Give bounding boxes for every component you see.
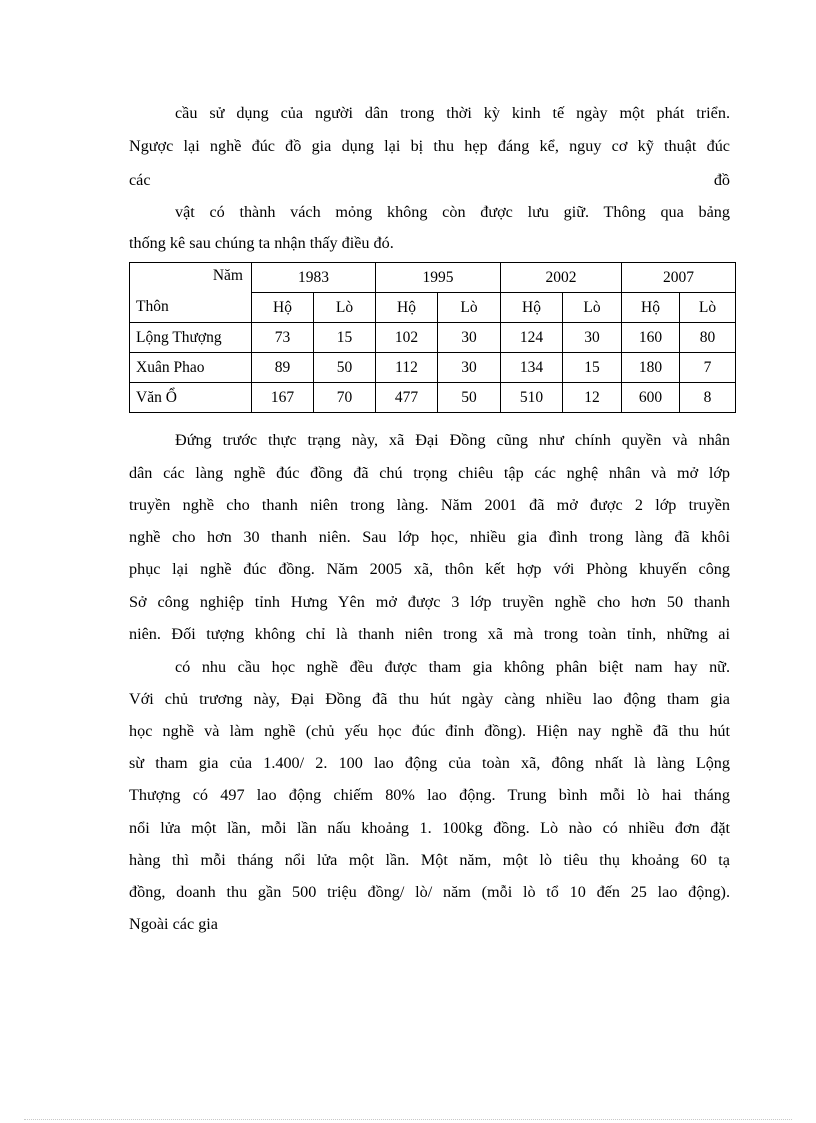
value-cell: 73 — [252, 323, 314, 353]
text-line: Thượng có 497 lao động chiếm 80% lao động. Trung bình mỗi lò hai tháng — [129, 786, 730, 804]
subheader-ho: Hộ — [376, 293, 438, 323]
value-cell: 167 — [252, 383, 314, 413]
value-cell: 180 — [622, 353, 680, 383]
table-corner-cell — [130, 263, 252, 323]
subheader-lo: Lò — [563, 293, 622, 323]
year-header: 1995 — [376, 263, 501, 293]
statistics-table — [129, 262, 736, 413]
text-line: có nhu cầu học nghề đều được tham gia không phân biệt nam hay nữ. — [175, 658, 730, 676]
subheader-lo: Lò — [314, 293, 376, 323]
value-cell: 80 — [680, 323, 736, 353]
value-cell: 30 — [438, 353, 501, 383]
value-cell: 102 — [376, 323, 438, 353]
page-footer-divider — [24, 1119, 792, 1120]
value-cell: 50 — [314, 353, 376, 383]
value-cell: 15 — [314, 323, 376, 353]
text-line: Đứng trước thực trạng này, xã Đại Đồng cũng như chính quyền và nhân — [175, 431, 730, 449]
value-cell: 30 — [438, 323, 501, 353]
text-line: niên. Đối tượng không chỉ là thanh niên trong xã mà trong toàn tỉnh, những ai — [129, 625, 730, 643]
value-cell: 12 — [563, 383, 622, 413]
table-row — [130, 353, 736, 383]
year-header: 1983 — [252, 263, 376, 293]
value-cell: 160 — [622, 323, 680, 353]
year-header: 2002 — [501, 263, 622, 293]
value-cell: 477 — [376, 383, 438, 413]
table-row — [130, 383, 736, 413]
subheader-ho: Hộ — [252, 293, 314, 323]
text-line — [129, 170, 730, 190]
text-line: học nghề và làm nghề (chủ yếu học đúc đỉnh đồng). Hiện nay nghề đã thu hút — [129, 722, 730, 740]
text-line: Ngoài các gia — [129, 915, 218, 933]
text-line: truyền nghề cho thanh niên trong làng. Năm 2001 đã mở được 2 lớp truyền — [129, 496, 730, 514]
value-cell: 600 — [622, 383, 680, 413]
text-line: sừ tham gia của 1.400/ 2. 100 lao động của toàn xã, đông nhất là làng Lộng — [129, 754, 730, 772]
value-cell: 134 — [501, 353, 563, 383]
value-cell: 70 — [314, 383, 376, 413]
value-cell: 124 — [501, 323, 563, 353]
text-line: Với chủ trương này, Đại Đồng đã thu hút ngày càng nhiều lao động tham gia — [129, 690, 730, 708]
text-line: Sở công nghiệp tỉnh Hưng Yên mở được 3 lớp truyền nghề cho hơn 50 thanh — [129, 593, 730, 611]
village-cell: Văn Ổ — [130, 383, 252, 413]
text-line: nổi lửa một lần, mỗi lần nấu khoảng 1. 100kg đồng. Lò nào có nhiều đơn đặt — [129, 819, 730, 837]
value-cell: 15 — [563, 353, 622, 383]
subheader-lo: Lò — [680, 293, 736, 323]
text-line: dân các làng nghề đúc đồng đã chú trọng chiêu tập các nghệ nhân và mở lớp — [129, 464, 730, 482]
table-row — [130, 323, 736, 353]
text-word: các — [129, 171, 151, 189]
table-header-row — [130, 263, 736, 293]
village-cell: Lộng Thượng — [130, 323, 252, 353]
village-header-label: Thôn — [136, 298, 169, 315]
value-cell: 7 — [680, 353, 736, 383]
year-header: 2007 — [622, 263, 736, 293]
value-cell: 30 — [563, 323, 622, 353]
year-header-label: Năm — [212, 267, 243, 284]
text-line: thống kê sau chúng ta nhận thấy điều đó. — [129, 234, 394, 252]
text-line: vật có thành vách mỏng không còn được lưu giữ. Thông qua bảng — [175, 203, 730, 221]
subheader-ho: Hộ — [501, 293, 563, 323]
text-line: phục lại nghề đúc đồng. Năm 2005 xã, thôn kết hợp với Phòng khuyến công — [129, 560, 730, 578]
text-line: hàng thì mỗi tháng nổi lửa một lần. Một năm, một lò tiêu thụ khoảng 60 tạ — [129, 851, 730, 869]
text-line: đồng, doanh thu gần 500 triệu đồng/ lò/ năm (mỗi lò tổ 10 đến 25 lao động). — [129, 883, 730, 901]
text-line: Ngược lại nghề đúc đồ gia dụng lại bị thu hẹp đáng kể, nguy cơ kỹ thuật đúc — [129, 137, 730, 155]
value-cell: 8 — [680, 383, 736, 413]
text-word: đồ — [713, 171, 730, 189]
subheader-lo: Lò — [438, 293, 501, 323]
value-cell: 112 — [376, 353, 438, 383]
value-cell: 89 — [252, 353, 314, 383]
text-line: nghề cho hơn 30 thanh niên. Sau lớp học, nhiều gia đình trong làng đã khôi — [129, 528, 730, 546]
subheader-ho: Hộ — [622, 293, 680, 323]
value-cell: 50 — [438, 383, 501, 413]
text-line: cầu sử dụng của người dân trong thời kỳ kinh tế ngày một phát triển. — [175, 104, 730, 122]
value-cell: 510 — [501, 383, 563, 413]
village-cell: Xuân Phao — [130, 353, 252, 383]
